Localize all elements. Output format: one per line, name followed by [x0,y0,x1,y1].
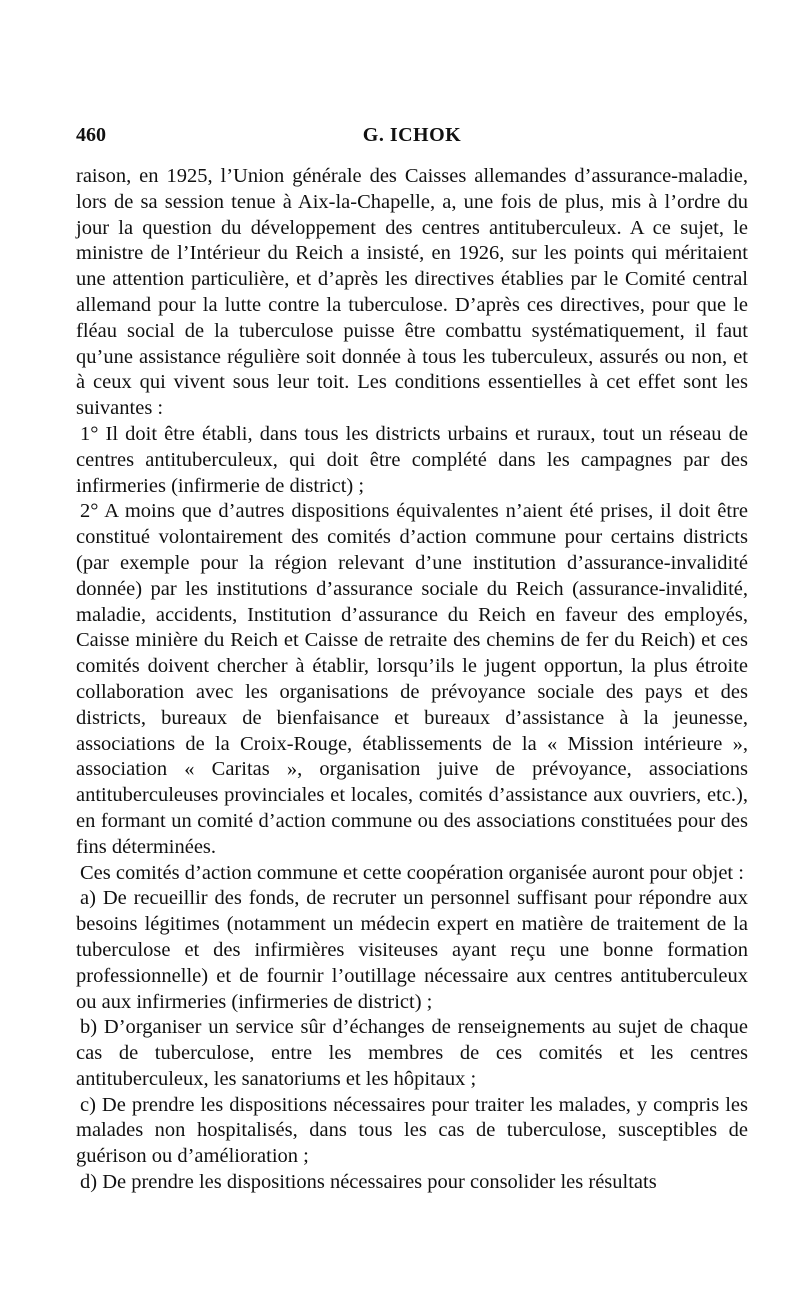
body-text [76,164,748,1196]
page-number: 460 [76,124,106,146]
paragraph-item-2: 2° A moins que d’autres dispositions équivalentes n’aient été prises, il doit être constitué volontairement des comités d’action commune pour certains districts (par exemple pour la région relevant d’une institution d’assurance-invalidité donnée) par les institutions d’assurance sociale du Reich (assurance-invalidité, maladie, accidents, Institution d’assurance du Reich en faveur des employés, Caisse minière du Reich et Caisse de retraite des chemins de fer du Reich) et ces comités doivent chercher à établir, lorsqu’ils le jugent opportun, la plus étroite collaboration avec les organisations de prévoyance sociale des pays et des districts, bureaux de bienfaisance et bureaux d’assistance à la jeunesse, associations de la Croix-Rouge, établissements de la « Mission intérieure », association « Caritas », organisation juive de prévoyance, associations antituberculeuses provinciales et locales, comités d’assistance aux ouvriers, etc.), en formant un comité d’action commune ou des associations constituées pour des fins déterminées. [76,500,748,858]
paragraph-item-d: d) De prendre les dispositions nécessaires pour consolider les résultats [80,1171,657,1194]
paragraph-item-b: b) D’organiser un service sûr d’échanges de renseignements au sujet de chaque cas de tuberculose, entre les membres de ces comités et les centres antituberculeux, les sanatoriums et les hôpitaux ; [76,1016,748,1090]
paragraph-item-a: a) De recueillir des fonds, de recruter un personnel suffisant pour répondre aux besoins légitimes (notamment un médecin expert en matière de traitement de la tuberculose et des infirmières visiteuses ayant reçu une bonne formation professionnelle) et de fournir l’outillage nécessaire aux centres antituberculeux ou aux infirmeries (infirmeries de district) ; [76,887,748,1013]
page [76,120,748,1196]
paragraph-item-c: c) De prendre les dispositions nécessaires pour traiter les malades, y compris les malades non hospitalisés, dans tous les cas de tuberculose, susceptibles de guérison ou d’amélioration ; [76,1093,748,1168]
paragraph-objectives: Ces comités d’action commune et cette coopération organisée auront pour objet : [80,861,744,884]
running-head [76,120,748,150]
running-title: G. ICHOK [362,124,462,146]
paragraph-item-1: 1° Il doit être établi, dans tous les districts urbains et ruraux, tout un réseau de centres antituberculeux, qui doit être complété dans les campagnes par des infirmeries (infirmerie de district) ; [76,422,748,497]
paragraph-intro: raison, en 1925, l’Union générale des Caisses allemandes d’assurance-maladie, lors de sa session tenue à Aix-la-Chapelle, a, une fois de plus, mis à l’ordre du jour la question du développement des centres antituberculeux. A ce sujet, le ministre de l’Intérieur du Reich a insisté, en 1926, sur les points qui méritaient une attention particulière, et d’après les directives établies par le Comité central allemand pour la lutte contre la tuberculose. D’après ces directives, pour que le fléau social de la tuberculose puisse être combattu systématiquement, il faut qu’une assistance régulière soit donnée à tous les tuberculeux, assurés ou non, et à ceux qui vivent sous leur toit. Les conditions essentielles à cet effet sont les suivantes : [76,165,748,420]
